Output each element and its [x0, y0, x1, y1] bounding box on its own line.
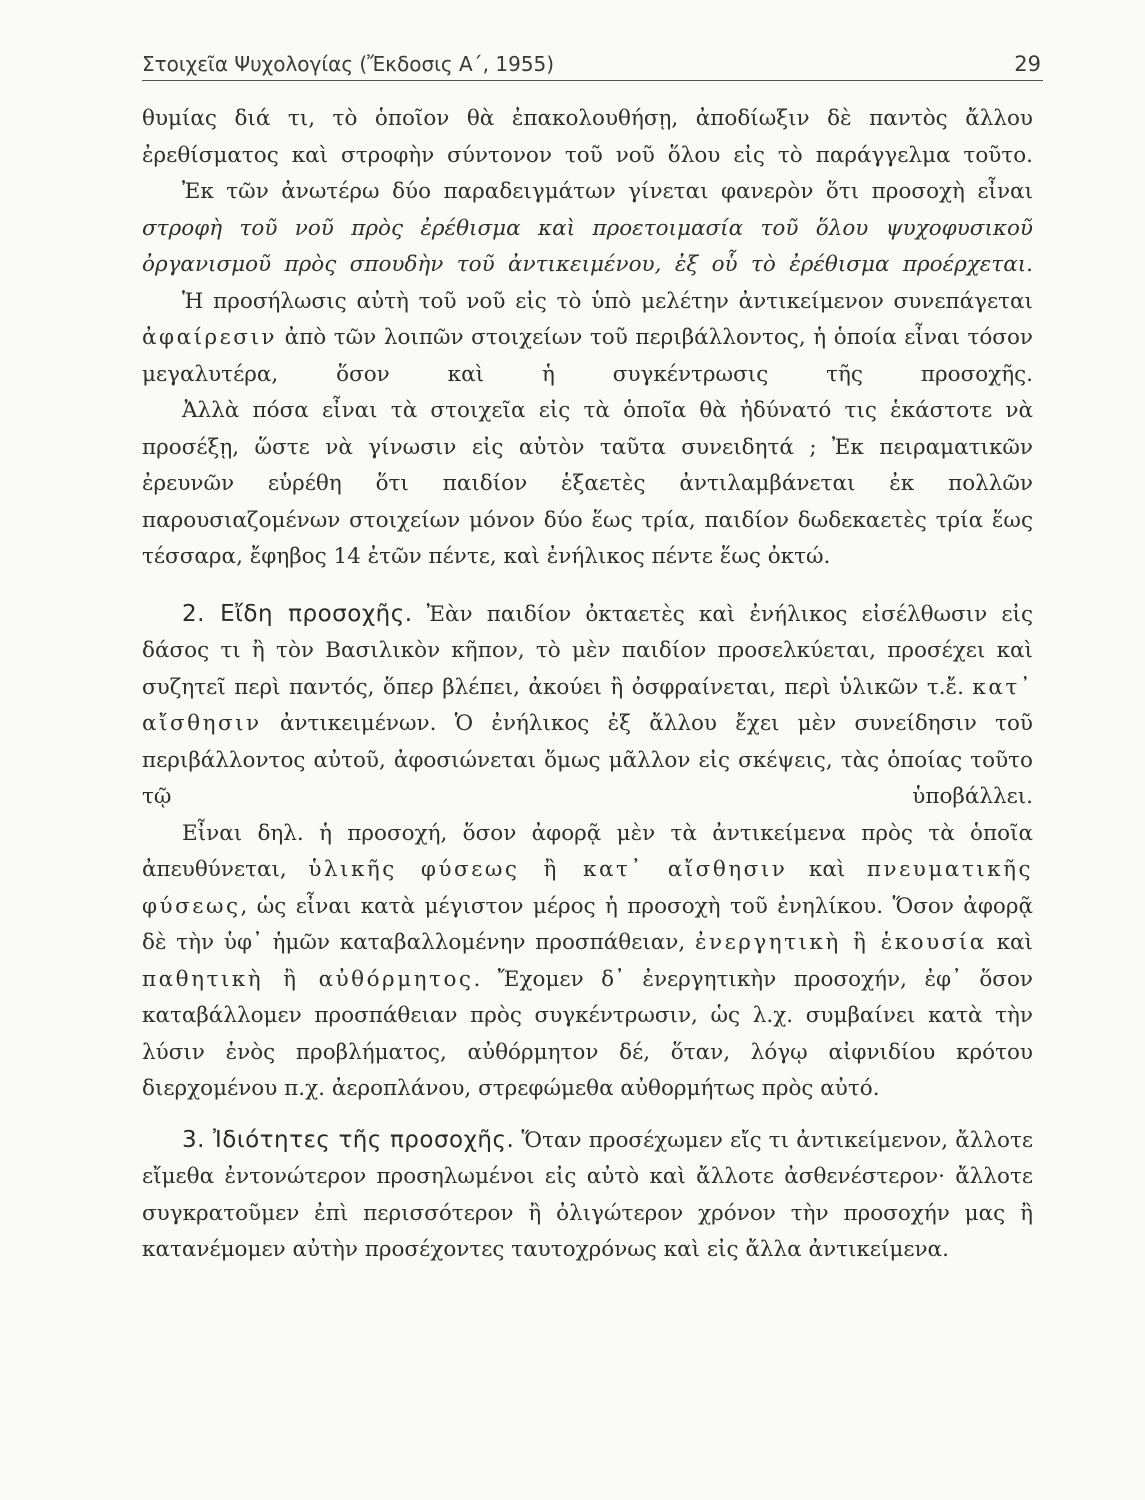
paragraph-abstraction: Ἡ προσήλωσις αὐτὴ τοῦ νοῦ εἰς τὸ ὑπὸ μελέτην ἀντικείμενον συνεπάγεται ἀφαίρεσιν ἀπὸ τῶν λοιπῶν στοιχείων τοῦ περιβάλλοντος, ἡ ὁποία εἶναι τόσον μεγαλυτέρα, ὅσον καὶ ἡ συγκέντρωσις τῆς προσοχῆς.: [142, 288, 1033, 387]
section-2-paragraph: 2. Εἴδη προσοχῆς. Ἐὰν παιδίον ὀκταετὲς καὶ ἐνήλικος εἰσέλθωσιν εἰς δάσος τι ἢ τὸν Βασιλικὸν κῆπον, τὸ μὲν παιδίον προσελκύεται, προσέχει καὶ συζητεῖ περὶ παντός, ὅπερ βλέπει, ἀκούει ἢ ὀσφραίνεται, περὶ ὑλικῶν τ.ἔ. κατ᾽ αἴσθησιν ἀντικειμένων. Ὁ ἐνήλικος ἐξ ἄλλου ἔχει μὲν συνείδησιν τοῦ περιβάλλοντος αὐτοῦ, ἀφοσιώνεται ὅμως μᾶλλον εἰς σκέψεις, τὰς ὁποίας τοῦτο τῷ ὑποβάλλει.: [142, 600, 1033, 809]
attention-definition: στροφὴ τοῦ νοῦ πρὸς ἐρέθισμα καὶ προετοιμασία τοῦ ὅλου ψυχοφυσικοῦ ὀργανισμοῦ πρὸς σπουδὴν τοῦ ἀντικειμένου, ἐξ οὗ τὸ ἐρέθισμα προέρχεται.: [142, 215, 1033, 277]
running-header: [142, 44, 1043, 81]
page-number: 29: [1014, 52, 1041, 76]
paragraph-definition: Ἐκ τῶν ἀνωτέρω δύο παραδειγμάτων γίνεται φανερὸν ὅτι προσοχὴ εἶναι στροφὴ τοῦ νοῦ πρὸς ἐρέθισμα καὶ προετοιμασία τοῦ ὅλου ψυχοφυσικοῦ ὀργανισμοῦ πρὸς σπουδὴν τοῦ ἀντικειμένου, ἐξ οὗ τὸ ἐρέθισμα προέρχεται.: [142, 179, 1033, 277]
section-3-heading: 3. Ἰδιότητες τῆς προσοχῆς.: [182, 1126, 515, 1153]
body-text: [142, 101, 1033, 1269]
section-2-heading: 2. Εἴδη προσοχῆς.: [182, 600, 413, 627]
running-title: Στοιχεῖα Ψυχολογίας (Ἔκδοσις Α΄, 1955): [142, 52, 555, 76]
paragraph-experiments: Ἀλλὰ πόσα εἶναι τὰ στοιχεῖα εἰς τὰ ὁποῖα θὰ ἠδύνατό τις ἑκάστοτε νὰ προσέξῃ, ὥστε νὰ γίνωσιν εἰς αὐτὸν ταῦτα συνειδητά ; Ἐκ πειραματικῶν ἐρευνῶν εὑρέθη ὅτι παιδίον ἑξαετὲς ἀντιλαμβάνεται ἐκ πολλῶν παρουσιαζομένων στοιχείων μόνον δύο ἕως τρία, παιδίον δωδεκαετὲς τρία ἕως τέσσαρα, ἔφηβος 14 ἐτῶν πέντε, καὶ ἐνήλικος πέντε ἕως ὀκτώ.: [142, 398, 1033, 569]
section-2-kinds-paragraph: Εἶναι δηλ. ἡ προσοχή, ὅσον ἀφορᾷ μὲν τὰ ἀντικείμενα πρὸς τὰ ὁποῖα ἀπευθύνεται, ὑλικῆς φύσεως ἢ κατ᾽ αἴσθησιν καὶ πνευματικῆς φύσεως, ὡς εἶναι κατὰ μέγιστον μέρος ἡ προσοχὴ τοῦ ἐνηλίκου. Ὅσον ἀφορᾷ δὲ τὴν ὑφ᾽ ἡμῶν καταβαλλομένην προσπάθειαν, ἐνεργητικὴ ἢ ἑκουσία καὶ παθητικὴ ἢ αὐθόρμητος. Ἔχομεν δ᾽ ἐνεργητικὴν προσοχήν, ἐφ᾽ ὅσον καταβάλλομεν προσπάθειαν πρὸς συγκέντρωσιν, ὡς λ.χ. συμβαίνει κατὰ τὴν λύσιν ἑνὸς προβλήματος, αὐθόρμητον δέ, ὅταν, λόγῳ αἰφνιδίου κρότου διερχομένου π.χ. ἀεροπλάνου, στρεφώμεθα αὐθορμήτως πρὸς αὐτό.: [142, 820, 1034, 1101]
spaced-term: ἀφαίρεσιν: [142, 325, 277, 350]
section-3-paragraph: 3. Ἰδιότητες τῆς προσοχῆς. Ὅταν προσέχωμεν εἴς τι ἀντικείμενον, ἄλλοτε εἴμεθα ἐντονώτερον προσηλωμένοι εἰς αὐτὸ καὶ ἄλλοτε ἀσθενέστερον· ἄλλοτε συγκρατοῦμεν ἐπὶ περισσότερον ἢ ὀλιγώτερον χρόνον τὴν προσοχήν μας ἢ κατανέμομεν αὐτὴν προσέχοντες ταυτοχρόνως καὶ εἰς ἄλλα ἀντικείμενα.: [142, 1126, 1033, 1262]
paragraph-continuation: θυμίας διά τι, τὸ ὁποῖον θὰ ἐπακολουθήσῃ, ἀποδίωξιν δὲ παντὸς ἄλλου ἐρεθίσματος καὶ στροφὴν σύντονον τοῦ νοῦ ὅλου εἰς τὸ παράγγελμα τοῦτο.: [142, 106, 1033, 168]
